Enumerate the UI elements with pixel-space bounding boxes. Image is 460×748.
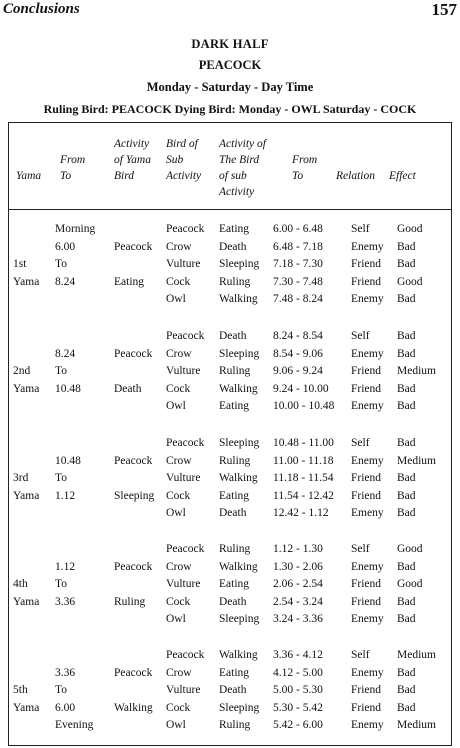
header-bird-sub-1: Bird of — [166, 138, 198, 150]
sub-activity: Death — [219, 684, 247, 696]
sub-time: 1.12 - 1.30 — [273, 543, 323, 555]
yama-time-range: 10.48 — [55, 455, 81, 467]
relation: Friend — [351, 490, 382, 502]
relation: Enemy — [351, 613, 384, 625]
sub-activity: Death — [219, 241, 247, 253]
effect: Good — [397, 223, 423, 235]
page-number: 157 — [431, 0, 457, 19]
sub-time: 5.42 - 6.00 — [273, 719, 323, 731]
sub-activity: Ruling — [219, 365, 251, 377]
yama-label: Yama — [13, 383, 40, 395]
yama-number: 5th — [13, 684, 28, 696]
sub-bird: Owl — [166, 613, 186, 625]
sub-activity: Walking — [219, 649, 258, 661]
relation: Enemy — [351, 293, 384, 305]
sub-bird: Crow — [166, 241, 192, 253]
title-dark-half: DARK HALF — [191, 37, 269, 51]
relation: Self — [351, 437, 370, 449]
sub-bird: Peacock — [166, 330, 205, 342]
relation: Emeny — [351, 507, 384, 519]
sub-time: 7.30 - 7.48 — [273, 276, 323, 288]
effect: Bad — [397, 437, 416, 449]
effect: Medium — [397, 719, 436, 731]
yama-label: Yama — [13, 596, 40, 608]
sub-bird: Peacock — [166, 543, 205, 555]
sub-time: 9.06 - 9.24 — [273, 365, 323, 377]
header-from-2: From — [292, 154, 318, 166]
sub-activity: Sleeping — [219, 348, 260, 360]
yama-time-range: 3.36 — [55, 596, 76, 608]
sub-activity: Eating — [219, 578, 250, 590]
title-ruling-dying: Ruling Bird: PEACOCK Dying Bird: Monday - OWL Saturday - COCK — [43, 102, 417, 116]
sub-activity: Death — [219, 507, 247, 519]
relation: Self — [351, 223, 370, 235]
yama-time-range: 1.12 — [55, 490, 76, 502]
sub-time: 2.06 - 2.54 — [273, 578, 323, 590]
effect: Bad — [397, 400, 416, 412]
sub-activity: Walking — [219, 293, 258, 305]
header-relation: Relation — [336, 170, 375, 182]
effect: Bad — [397, 330, 416, 342]
header-yama: Yama — [16, 170, 42, 182]
sub-activity: Walking — [219, 561, 258, 573]
relation: Enemy — [351, 400, 384, 412]
header-bird-sub-2: Sub — [166, 154, 184, 166]
yama-number: 3rd — [13, 472, 29, 484]
sub-time: 3.24 - 3.36 — [273, 613, 323, 625]
sub-time: 7.18 - 7.30 — [273, 258, 323, 270]
header-activity-sub-1: Activity of — [219, 138, 266, 150]
relation: Friend — [351, 472, 382, 484]
sub-time: 1.30 - 2.06 — [273, 561, 323, 573]
sub-activity: Sleeping — [219, 702, 260, 714]
sub-bird: Owl — [166, 293, 186, 305]
sub-activity: Death — [219, 330, 247, 342]
header-bird-sub-3: Activity — [166, 170, 202, 182]
header-divider — [8, 209, 452, 210]
sub-bird: Crow — [166, 667, 192, 679]
yama-time-range: Evening — [55, 719, 94, 731]
sub-bird: Owl — [166, 719, 186, 731]
effect: Bad — [397, 684, 416, 696]
sub-bird: Cock — [166, 490, 191, 502]
yama-number: 2nd — [13, 365, 31, 377]
sub-activity: Walking — [219, 383, 258, 395]
relation: Friend — [351, 258, 382, 270]
effect: Bad — [397, 596, 416, 608]
effect: Medium — [397, 365, 436, 377]
effect: Bad — [397, 293, 416, 305]
yama-time-range: 1.12 — [55, 561, 76, 573]
yama-time-range: 6.00 — [55, 241, 76, 253]
title-days: Monday - Saturday - Day Time — [146, 80, 314, 94]
sub-time: 5.30 - 5.42 — [273, 702, 323, 714]
header-activity-sub-4: Activity — [219, 186, 255, 198]
yama-bird: Peacock — [114, 561, 153, 573]
sub-activity: Sleeping — [219, 613, 260, 625]
yama-label: Yama — [13, 702, 40, 714]
sub-time: 6.48 - 7.18 — [273, 241, 323, 253]
header-activity-yama-1: Activity — [114, 138, 150, 150]
header-to: To — [60, 170, 72, 182]
sub-time: 11.18 - 11.54 — [273, 472, 334, 484]
header-activity-sub-3: of sub — [219, 170, 247, 182]
sub-bird: Peacock — [166, 437, 205, 449]
effect: Bad — [397, 383, 416, 395]
sub-activity: Walking — [219, 472, 258, 484]
sub-bird: Peacock — [166, 223, 205, 235]
effect: Bad — [397, 490, 416, 502]
sub-time: 3.36 - 4.12 — [273, 649, 323, 661]
sub-bird: Vulture — [166, 684, 201, 696]
sub-activity: Eating — [219, 400, 250, 412]
relation: Friend — [351, 596, 382, 608]
effect: Good — [397, 276, 423, 288]
sub-bird: Cock — [166, 276, 191, 288]
sub-time: 12.42 - 1.12 — [273, 507, 329, 519]
relation: Self — [351, 649, 370, 661]
sub-bird: Cock — [166, 702, 191, 714]
yama-bird: Peacock — [114, 241, 153, 253]
yama-time-range: To — [55, 472, 67, 484]
header-from: From — [60, 154, 86, 166]
sub-bird: Crow — [166, 455, 192, 467]
yama-activity: Eating — [114, 276, 145, 288]
sub-time: 2.54 - 3.24 — [273, 596, 323, 608]
relation: Enemy — [351, 348, 384, 360]
yama-activity: Ruling — [114, 596, 146, 608]
yama-time-range: Morning — [55, 223, 96, 235]
effect: Good — [397, 578, 423, 590]
yama-number: 4th — [13, 578, 28, 590]
sub-bird: Vulture — [166, 472, 201, 484]
sub-bird: Cock — [166, 383, 191, 395]
sub-time: 10.48 - 11.00 — [273, 437, 334, 449]
chapter-title: Conclusions — [3, 1, 80, 17]
yama-activity: Sleeping — [114, 490, 155, 502]
sub-activity: Ruling — [219, 543, 251, 555]
yama-time-range: To — [55, 258, 67, 270]
relation: Self — [351, 543, 370, 555]
sub-time: 9.24 - 10.00 — [273, 383, 329, 395]
yama-time-range: To — [55, 365, 67, 377]
effect: Bad — [397, 613, 416, 625]
yama-label: Yama — [13, 276, 40, 288]
sub-activity: Death — [219, 596, 247, 608]
sub-bird: Vulture — [166, 258, 201, 270]
sub-activity: Ruling — [219, 455, 251, 467]
relation: Friend — [351, 383, 382, 395]
sub-activity: Eating — [219, 490, 250, 502]
relation: Self — [351, 330, 370, 342]
effect: Bad — [397, 561, 416, 573]
yama-time-range: 3.36 — [55, 667, 76, 679]
sub-time: 6.00 - 6.48 — [273, 223, 323, 235]
sub-time: 10.00 - 10.48 — [273, 400, 335, 412]
yama-activity: Death — [114, 383, 142, 395]
sub-activity: Ruling — [219, 276, 251, 288]
sub-bird: Crow — [166, 561, 192, 573]
sub-time: 11.00 - 11.18 — [273, 455, 334, 467]
sub-time: 11.54 - 12.42 — [273, 490, 334, 502]
effect: Bad — [397, 258, 416, 270]
effect: Bad — [397, 241, 416, 253]
yama-time-range: To — [55, 578, 67, 590]
sub-time: 4.12 - 5.00 — [273, 667, 323, 679]
sub-bird: Crow — [166, 348, 192, 360]
effect: Bad — [397, 667, 416, 679]
sub-activity: Ruling — [219, 719, 251, 731]
relation: Enemy — [351, 667, 384, 679]
sub-activity: Sleeping — [219, 437, 260, 449]
yama-time-range: 8.24 — [55, 276, 76, 288]
yama-time-range: To — [55, 684, 67, 696]
yama-time-range: 8.24 — [55, 348, 76, 360]
sub-bird: Owl — [166, 400, 186, 412]
effect: Medium — [397, 455, 436, 467]
relation: Enemy — [351, 719, 384, 731]
relation: Friend — [351, 684, 382, 696]
yama-activity: Walking — [114, 702, 153, 714]
relation: Friend — [351, 276, 382, 288]
effect: Bad — [397, 507, 416, 519]
effect: Medium — [397, 649, 436, 661]
sub-bird: Cock — [166, 596, 191, 608]
sub-time: 8.24 - 8.54 — [273, 330, 323, 342]
relation: Enemy — [351, 241, 384, 253]
title-peacock: PEACOCK — [198, 58, 262, 72]
header-activity-yama-3: Bird — [114, 170, 135, 182]
sub-bird: Peacock — [166, 649, 205, 661]
sub-bird: Vulture — [166, 578, 201, 590]
effect: Good — [397, 543, 423, 555]
effect: Bad — [397, 348, 416, 360]
effect: Bad — [397, 472, 416, 484]
header-to-2: To — [292, 170, 304, 182]
sub-bird: Vulture — [166, 365, 201, 377]
yama-bird: Peacock — [114, 667, 153, 679]
relation: Friend — [351, 578, 382, 590]
sub-time: 8.54 - 9.06 — [273, 348, 323, 360]
header-activity-yama-2: of Yama — [114, 154, 151, 166]
header-effect: Effect — [389, 170, 416, 182]
sub-activity: Eating — [219, 667, 250, 679]
relation: Friend — [351, 702, 382, 714]
sub-activity: Eating — [219, 223, 250, 235]
yama-label: Yama — [13, 490, 40, 502]
sub-time: 7.48 - 8.24 — [273, 293, 323, 305]
sub-time: 5.00 - 5.30 — [273, 684, 323, 696]
sub-bird: Owl — [166, 507, 186, 519]
yama-bird: Peacock — [114, 455, 153, 467]
relation: Enemy — [351, 561, 384, 573]
yama-number: 1st — [13, 258, 27, 270]
yama-time-range: 10.48 — [55, 383, 81, 395]
relation: Enemy — [351, 455, 384, 467]
effect: Bad — [397, 702, 416, 714]
header-activity-sub-2: The Bird — [219, 154, 260, 166]
sub-activity: Sleeping — [219, 258, 260, 270]
yama-time-range: 6.00 — [55, 702, 76, 714]
yama-bird: Peacock — [114, 348, 153, 360]
relation: Friend — [351, 365, 382, 377]
